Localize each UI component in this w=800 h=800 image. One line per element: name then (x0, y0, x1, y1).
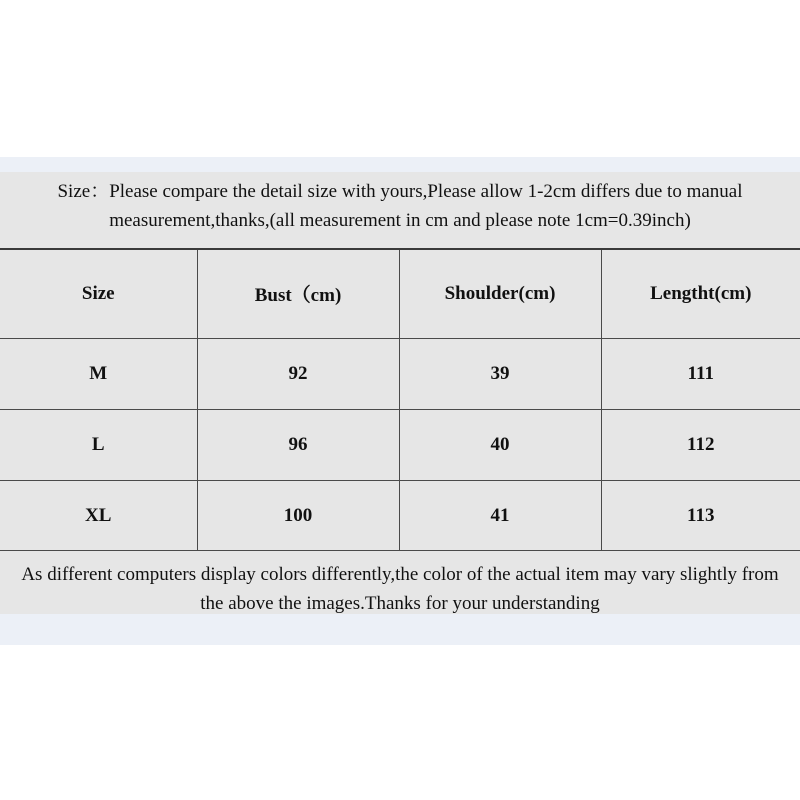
size-note-line-1: Size：Please compare the detail size with yours,Please allow 1-2cm differs due to manual (57, 181, 743, 202)
cell-shoulder: 40 (399, 409, 601, 480)
size-table (0, 248, 800, 552)
cell-bust: 92 (197, 338, 399, 409)
size-note (0, 172, 800, 248)
cell-size: L (0, 409, 197, 480)
header-size: Size (0, 249, 197, 338)
cell-size: M (0, 338, 197, 409)
cell-shoulder: 39 (399, 338, 601, 409)
color-disclaimer-line-2: the above the images.Thanks for your understanding (200, 593, 600, 614)
size-note-line-2: measurement,thanks,(all measurement in cm and please note 1cm=0.39inch) (109, 210, 691, 231)
table-row (0, 480, 800, 551)
color-disclaimer-line-1: As different computers display colors differently,the color of the actual item may vary slightly from (21, 564, 779, 585)
table-header-row (0, 249, 800, 338)
cell-length: 113 (601, 480, 800, 551)
cell-bust: 96 (197, 409, 399, 480)
cell-shoulder: 41 (399, 480, 601, 551)
color-disclaimer (0, 550, 800, 614)
header-shoulder: Shoulder(cm) (399, 249, 601, 338)
cell-bust: 100 (197, 480, 399, 551)
table-row (0, 338, 800, 409)
table-row (0, 409, 800, 480)
header-length: Lengtht(cm) (601, 249, 800, 338)
cell-length: 111 (601, 338, 800, 409)
cell-size: XL (0, 480, 197, 551)
header-bust: Bust（cm) (197, 249, 399, 338)
cell-length: 112 (601, 409, 800, 480)
